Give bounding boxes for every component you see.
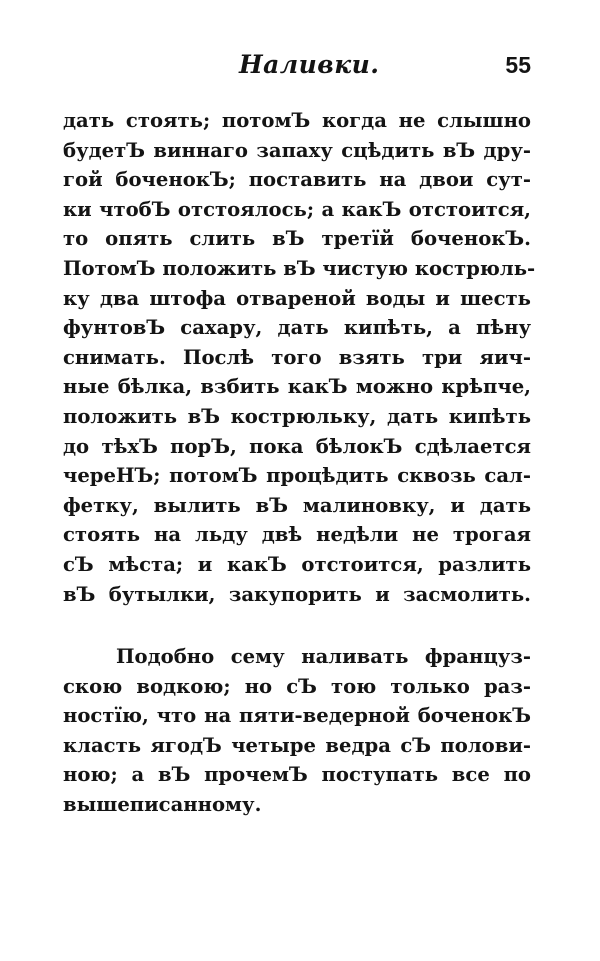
text-line: фетку, вылить вЪ малиновку, и дать [63,493,531,517]
text-line: скою водкою; но сЪ тою только раз- [63,674,531,698]
text-line: ки чтобЪ отстоялось; а какЪ отстоится, [63,197,531,221]
text-line: ПотомЪ положить вЪ чистую кострюль- [63,256,536,280]
text-line: снимать. Послѣ того взять три яич- [63,345,531,369]
paragraph-2 [63,642,531,820]
text-line: череНЪ; потомЪ процѣдить сквозь сал- [63,464,531,488]
text-line: фунтовЪ сахару, дать кипѣть, а пѣну [63,316,531,340]
text-line: Подобно сему наливать француз- [116,645,531,668]
text-line: положить вЪ кострюльку, дать кипѣть [63,404,531,428]
text-line: вышеписанному. [63,792,262,816]
text-line: ностїю, что на пяти-ведерной боченокЪ [63,704,531,728]
paragraph-1 [63,106,536,609]
text-line: сЪ мѣста; и какЪ отстоится, разлить [63,552,531,576]
page-number: 55 [505,52,531,78]
text-line: стоять на льду двѣ недѣли не трогая [63,523,531,547]
text-line: вЪ бутылки, закупорить и засмолить. [63,582,531,606]
text-line: ные бѣлка, взбить какЪ можно крѣпче, [63,375,531,399]
text-line: дать стоять; потомЪ когда не слышно [63,109,531,132]
text-line: то опять слить вЪ третїй боченокЪ. [63,227,531,251]
text-line: ку два штофа отвареной воды и шесть [63,286,531,310]
text-line: класть ягодЪ четыре ведра сЪ полови- [63,733,531,757]
text-line: гой боченокЪ; поставить на двои сут- [63,168,531,192]
running-title: Наливки. [239,50,380,79]
text-line: ною; а вЪ прочемЪ поступать все по [63,763,531,787]
text-line: до тѣхЪ порЪ, пока бѣлокЪ сдѣлается [63,434,531,458]
running-head [63,50,531,86]
text-line: будетЪ виннаго запаху сцѣдить вЪ дру- [63,138,531,162]
